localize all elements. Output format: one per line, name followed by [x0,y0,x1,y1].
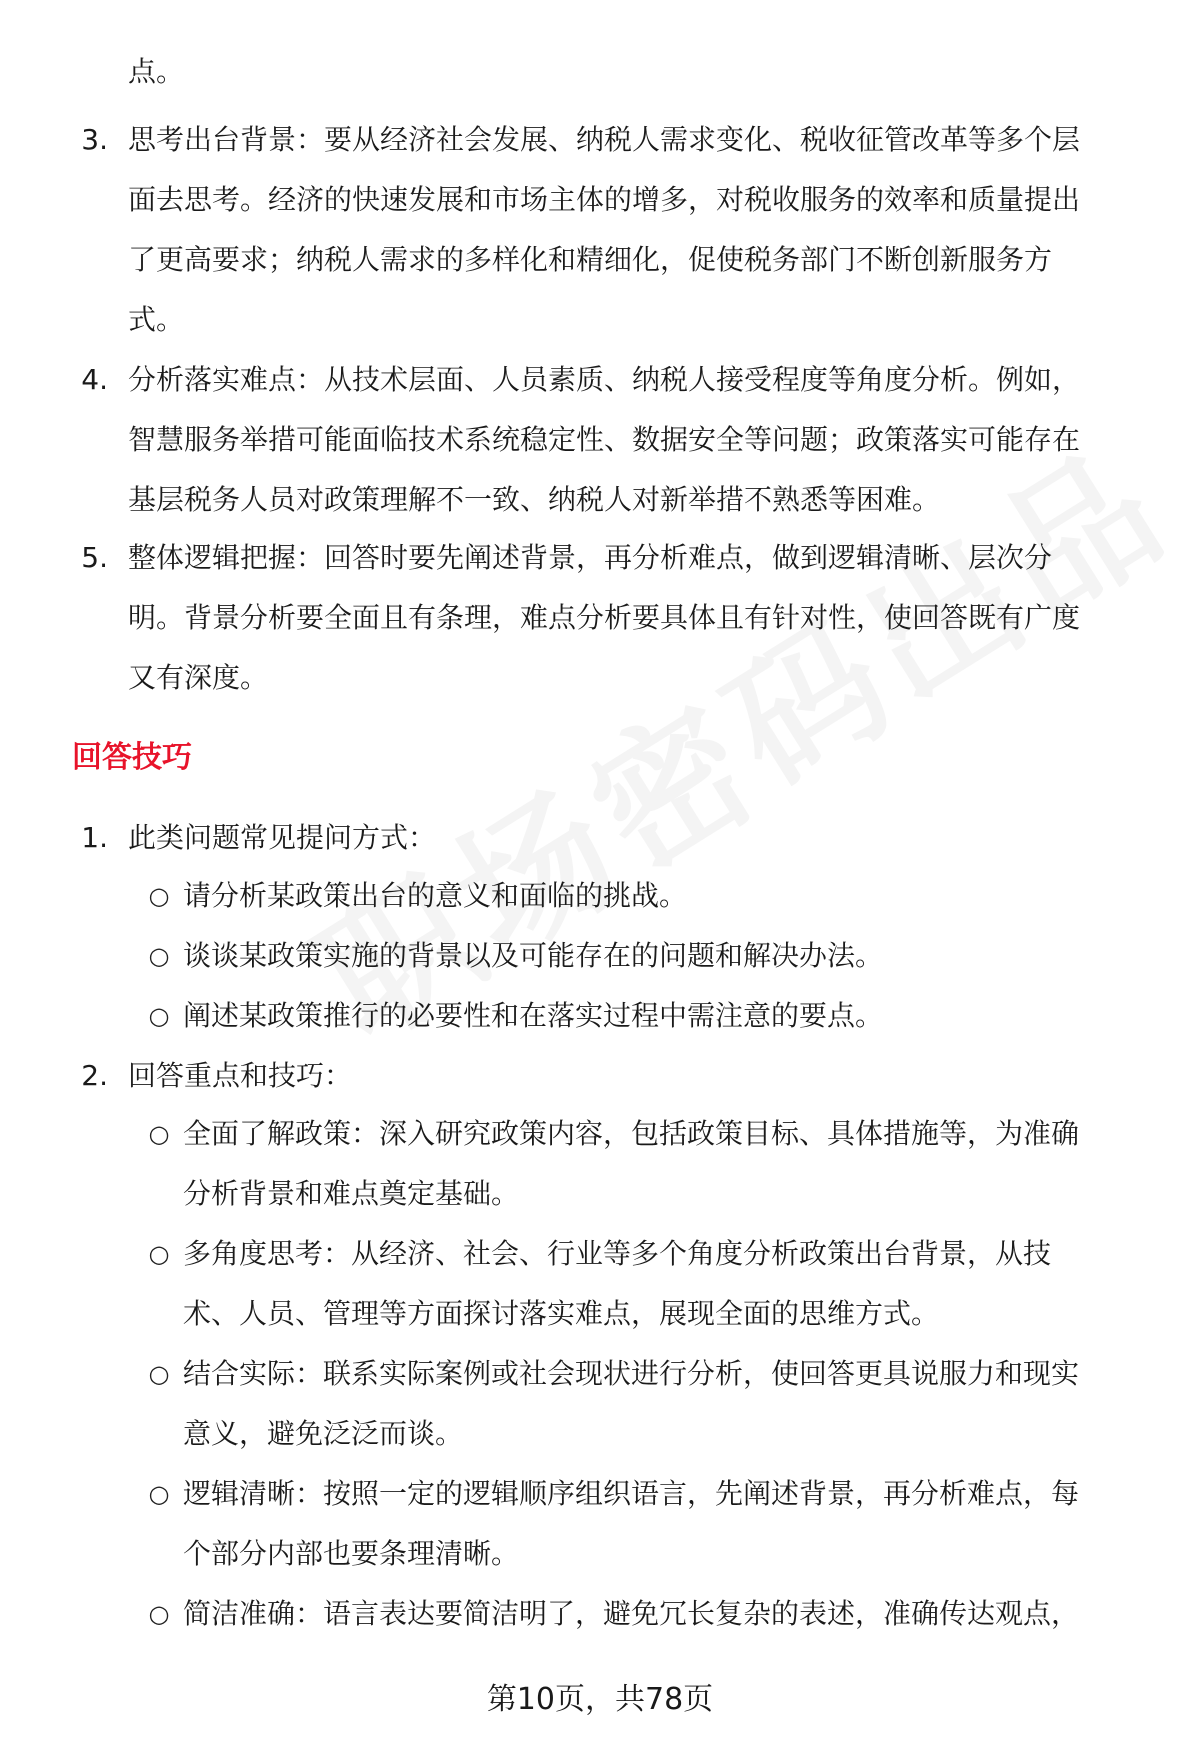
list-item-line: 式。 [128,303,185,336]
list-number: 3. [81,123,108,156]
list-number: 2. [81,1059,108,1092]
list-item-line: 又有深度。 [128,661,269,694]
sub-item-line: 阐述某政策推行的必要性和在落实过程中需注意的要点。 [183,999,884,1032]
list-item-line: 思考出台背景：要从经济社会发展、纳税人需求变化、税收征管改革等多个层 [128,123,1081,156]
bullet-circle-icon: ○ [148,1240,170,1268]
sub-item-line: 个部分内部也要条理清晰。 [183,1537,520,1570]
continued-text: 点。 [128,55,185,88]
list-number: 4. [81,363,108,396]
sub-item-line: 全面了解政策：深入研究政策内容，包括政策目标、具体措施等，为准确 [183,1117,1080,1150]
bullet-circle-icon: ○ [148,1002,170,1030]
bullet-circle-icon: ○ [148,1480,170,1508]
bullet-circle-icon: ○ [148,882,170,910]
list-item-line: 智慧服务举措可能面临技术系统稳定性、数据安全等问题；政策落实可能存在 [128,423,1081,456]
sub-item-line: 结合实际：联系实际案例或社会现状进行分析，使回答更具说服力和现实 [183,1357,1080,1390]
list-item-label: 此类问题常见提问方式： [128,821,437,854]
bullet-circle-icon: ○ [148,1120,170,1148]
list-item-line: 整体逻辑把握：回答时要先阐述背景，再分析难点，做到逻辑清晰、层次分 [128,541,1053,574]
list-number: 1. [81,821,108,854]
bullet-circle-icon: ○ [148,942,170,970]
sub-item-line: 意义，避免泛泛而谈。 [183,1417,464,1450]
bullet-circle-icon: ○ [148,1360,170,1388]
bullet-circle-icon: ○ [148,1600,170,1628]
section-heading: 回答技巧 [72,740,192,775]
sub-item-line: 简洁准确：语言表达要简洁明了，避免冗长复杂的表述，准确传达观点， [183,1597,1080,1630]
sub-item-line: 分析背景和难点奠定基础。 [183,1177,520,1210]
sub-item-line: 多角度思考：从经济、社会、行业等多个角度分析政策出台背景，从技 [183,1237,1052,1270]
list-item-line: 基层税务人员对政策理解不一致、纳税人对新举措不熟悉等困难。 [128,483,941,516]
list-number: 5. [81,541,108,574]
sub-item-line: 逻辑清晰：按照一定的逻辑顺序组织语言，先阐述背景，再分析难点，每 [183,1477,1080,1510]
page-footer: 第10页，共78页 [486,1682,714,1717]
list-item-line: 明。背景分析要全面且有条理，难点分析要具体且有针对性，使回答既有广度 [128,601,1081,634]
sub-item-line: 谈谈某政策实施的背景以及可能存在的问题和解决办法。 [183,939,884,972]
list-item-line: 分析落实难点：从技术层面、人员素质、纳税人接受程度等角度分析。例如， [128,363,1081,396]
sub-item-line: 请分析某政策出台的意义和面临的挑战。 [183,879,688,912]
sub-item-line: 术、人员、管理等方面探讨落实难点，展现全面的思维方式。 [183,1297,940,1330]
list-item-line: 面去思考。经济的快速发展和市场主体的增多，对税收服务的效率和质量提出 [128,183,1081,216]
list-item-line: 了更高要求；纳税人需求的多样化和精细化，促使税务部门不断创新服务方 [128,243,1053,276]
list-item-label: 回答重点和技巧： [128,1059,353,1092]
